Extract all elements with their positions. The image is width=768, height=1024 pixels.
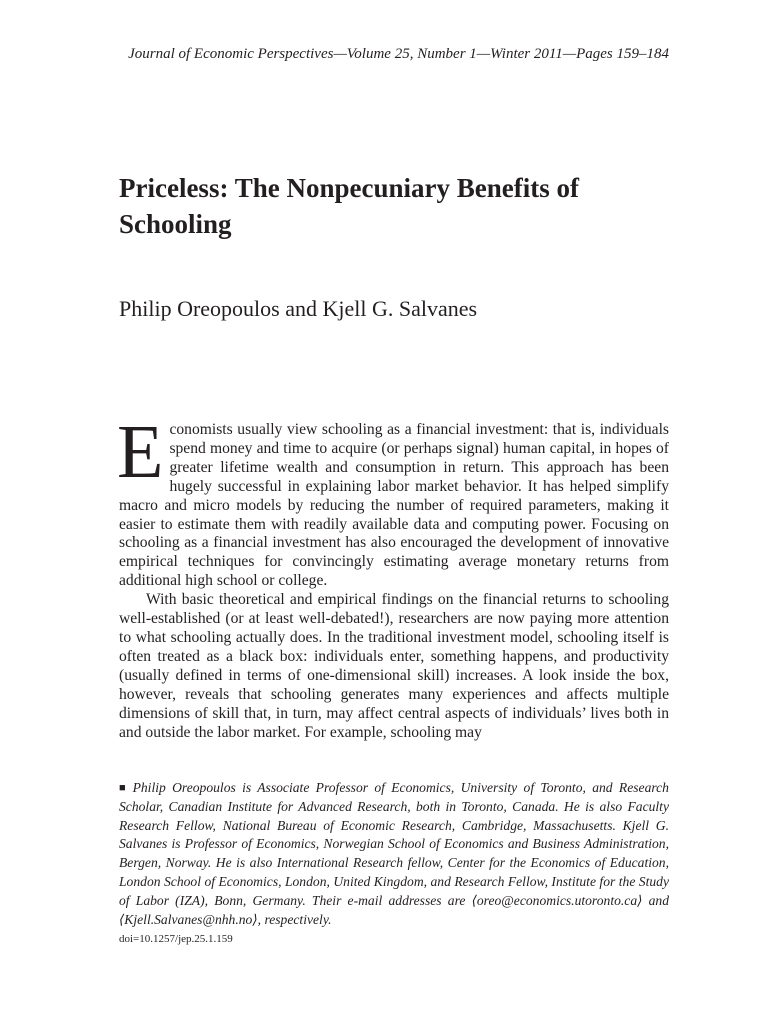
footnote-text: Philip Oreopoulos is Associate Professor of Economics, University of Toronto, and Research Scholar, Canadian Institute for Advanced Research, both in Toronto, Canada. He is also Faculty Research Fellow, National Bureau of Economic Research, Cambridge, Massachusetts. Kjell G. Salvanes is Professor of Economics, Norwegian School of Economics and Business Administration, Bergen, Norway. He is also International Research fellow, Center for the Economics of Education, London School of Economics, London, United Kingdom, and Research Fellow, Institute for the Study of Labor (IZA), Bonn, Germany. Their e-mail addresses are ⟨oreo@economics.utoronto.ca⟩ and ⟨Kjell.Salvanes@nhh.no⟩, respectively.	[119, 780, 669, 927]
author-footnote	[119, 779, 669, 929]
article-title-line-2: Schooling	[119, 209, 232, 239]
body-paragraph-2: With basic theoretical and empirical findings on the financial returns to schooling well-established (or at least well-debated!), researchers are now paying more attention to what schooling actually does. In the traditional investment model, schooling itself is often treated as a black box: individuals enter, something happens, and productivity (usually defined in terms of one-dimensional skill) increases. A look inside the box, however, reveals that schooling generates many experiences and affects multiple dimensions of skill that, in turn, may affect central aspects of individuals’ lives both in and outside the labor market. For example, schooling may	[119, 591, 669, 741]
drop-cap: E	[117, 410, 164, 494]
body-paragraph-1-text: conomists usually view schooling as a financial investment: that is, individuals spend money and time to acquire (or perhaps signal) human capital, in hopes of greater lifetime wealth and consumption in return. This approach has been hugely successful in explaining labor market behavior. It has helped simplify macro and micro models by reducing the number of required parameters, making it easier to estimate them with readily available data and computing power. Focusing on schooling as a financial investment has also encouraged the development of innovative empirical techniques for convincingly estimating average monetary returns from additional high school or college.	[119, 421, 669, 590]
body-paragraph-1	[117, 410, 669, 591]
author-names: Philip Oreopoulos and Kjell G. Salvanes	[119, 296, 478, 321]
article-title-line-1: Priceless: The Nonpecuniary Benefits of	[119, 173, 579, 203]
running-head: Journal of Economic Perspectives—Volume 25, Number 1—Winter 2011—Pages 159–184	[128, 46, 669, 62]
article-title	[119, 170, 679, 242]
article-body	[117, 410, 669, 742]
doi-line: doi=10.1257/jep.25.1.159	[119, 933, 233, 945]
footnote-bullet-icon: ■	[119, 782, 129, 794]
